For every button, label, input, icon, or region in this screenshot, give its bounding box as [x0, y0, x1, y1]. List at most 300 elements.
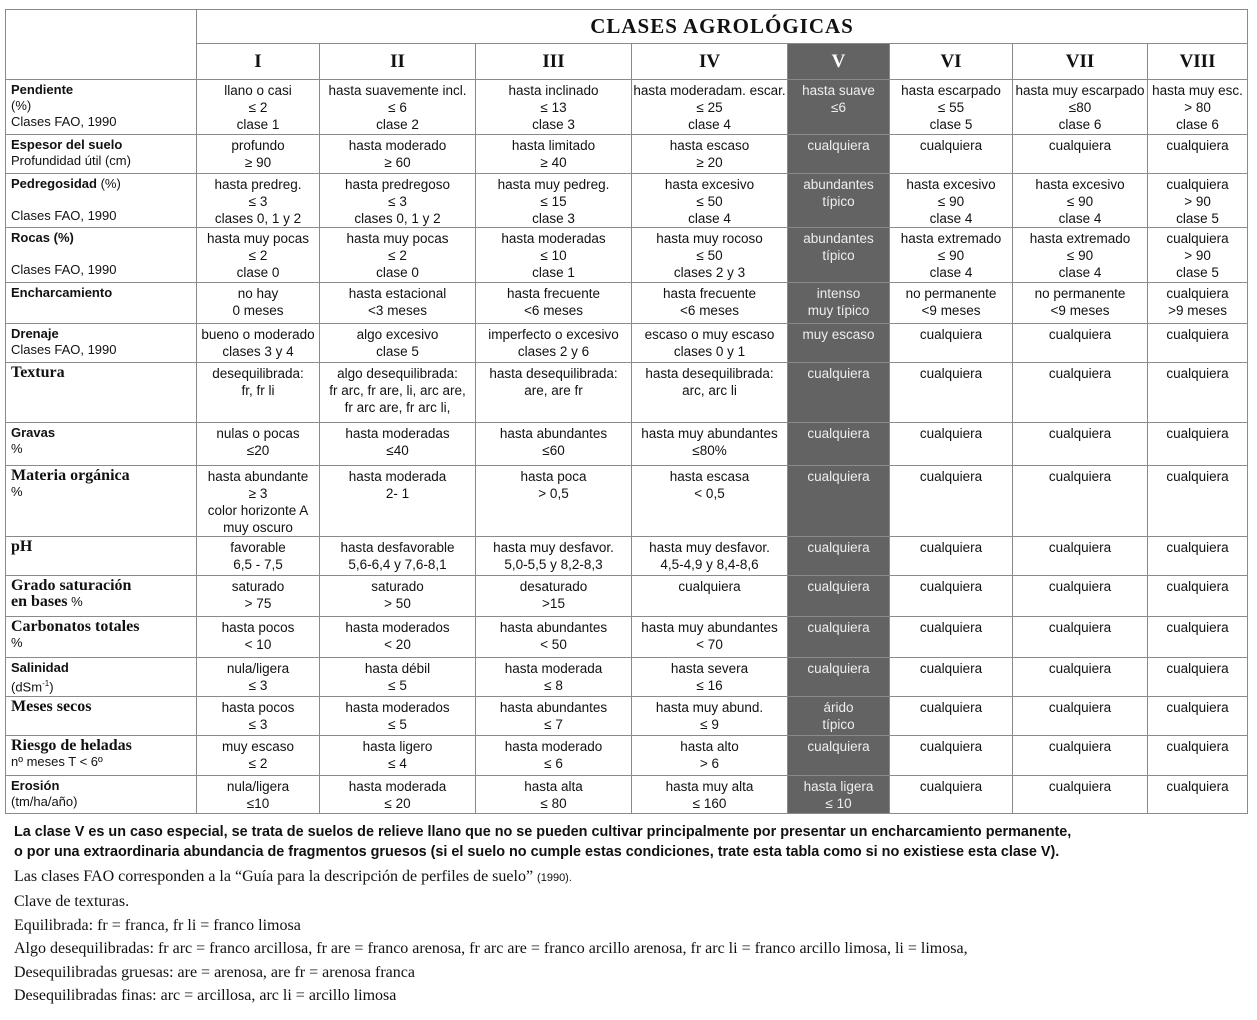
- row-label-name: Salinidad: [11, 660, 69, 675]
- cell-class-3: [476, 80, 632, 135]
- row-label-name: Drenaje: [11, 326, 59, 341]
- cell-line: > 6: [699, 756, 720, 771]
- cell-line: hasta abundante: [207, 469, 309, 484]
- class-header-4: IV: [632, 44, 788, 80]
- cell-class-3: [476, 135, 632, 174]
- cell-class-4: [632, 736, 788, 776]
- cell-line: hasta moderados: [345, 700, 450, 715]
- row-label-name: Riesgo de heladas: [11, 737, 132, 754]
- cell-line: ≤ 2: [388, 248, 407, 263]
- cell-line: hasta muy esc.: [1152, 83, 1243, 98]
- cell-line: cualquiera: [1166, 661, 1229, 676]
- cell-line: ≤ 15: [540, 194, 567, 209]
- cell-class-2: [320, 423, 476, 466]
- cell-line: hasta abundantes: [499, 426, 608, 441]
- row-label: [6, 466, 197, 537]
- cell-line: hasta moderada: [504, 661, 603, 676]
- cell-class-3: [476, 174, 632, 228]
- cell-class-5: [788, 80, 890, 135]
- cell-class-3: [476, 228, 632, 283]
- row-label: [6, 363, 197, 423]
- row-label-name: Carbonatos totales: [11, 618, 140, 635]
- row-label-name: Meses secos: [11, 698, 92, 715]
- cell-line: fr, fr li: [241, 383, 275, 398]
- cell-line: <6 meses: [680, 303, 739, 318]
- cell-class-6: [890, 423, 1013, 466]
- cell-line: típico: [822, 194, 855, 209]
- row-label-name-line-2: en bases: [11, 593, 68, 610]
- cell-line: cualquiera: [1048, 779, 1112, 794]
- cell-class-2: [320, 228, 476, 283]
- cell-class-1: [197, 776, 320, 814]
- cell-line: hasta muy desfavor.: [493, 540, 614, 555]
- cell-line: cualquiera: [1048, 327, 1112, 342]
- cell-class-2: [320, 363, 476, 423]
- cell-line: cualquiera: [919, 779, 983, 794]
- cell-line: cualquiera: [1166, 366, 1229, 381]
- row-label: [6, 617, 197, 658]
- cell-line: cualquiera: [807, 469, 870, 484]
- row-label-sub: (tm/ha/año): [11, 794, 78, 809]
- cell-line: 4,5-4,9 y 8,4-8,6: [660, 557, 759, 572]
- cell-class-5: [788, 776, 890, 814]
- cell-class-3: [476, 324, 632, 363]
- cell-class-4: [632, 174, 788, 228]
- cell-line: clase 4: [929, 265, 973, 280]
- cell-line: hasta muy abund.: [655, 700, 764, 715]
- cell-class-7: [1013, 736, 1148, 776]
- cell-class-3: [476, 466, 632, 537]
- table-row: [6, 537, 1248, 576]
- cell-line: no permanente: [1034, 286, 1126, 301]
- cell-class-2: [320, 776, 476, 814]
- texture-key-balanced: Equilibrada: fr = franca, fr li = franco limosa: [14, 916, 301, 934]
- texture-key-fine: Desequilibradas finas: arc = arcillosa, arc li = arcillo limosa: [14, 987, 397, 1005]
- cell-line: hasta moderada: [348, 469, 447, 484]
- cell-line: clase 4: [688, 117, 731, 132]
- cell-class-4: [632, 135, 788, 174]
- cell-line: hasta moderadas: [501, 231, 606, 246]
- cell-line: clase 5: [376, 344, 419, 359]
- cell-line: cualquiera: [807, 739, 870, 754]
- cell-line: ≤ 2: [248, 756, 268, 771]
- cell-line: saturado: [371, 579, 424, 594]
- row-label-unit: (%): [96, 176, 121, 191]
- cell-class-4: [632, 617, 788, 658]
- cell-line: ≤ 50: [696, 248, 723, 263]
- cell-line: hasta suavemente incl.: [328, 83, 467, 98]
- cell-class-7: [1013, 174, 1148, 228]
- cell-line: hasta suave: [802, 83, 875, 98]
- cell-line: cualquiera: [919, 327, 983, 342]
- cell-line: clase 4: [688, 211, 731, 226]
- cell-class-6: [890, 697, 1013, 736]
- cell-class-1: [197, 576, 320, 617]
- cell-line: cualquiera: [807, 138, 870, 153]
- row-label: [6, 283, 197, 324]
- cell-class-7: [1013, 80, 1148, 135]
- cell-class-6: [890, 537, 1013, 576]
- cell-class-5: [788, 228, 890, 283]
- cell-line: hasta estacional: [348, 286, 447, 301]
- cell-line: cualquiera: [919, 661, 983, 676]
- cell-line: cualquiera: [807, 366, 870, 381]
- cell-class-6: [890, 283, 1013, 324]
- cell-line: hasta moderada: [348, 779, 447, 794]
- cell-class-7: [1013, 363, 1148, 423]
- cell-class-3: [476, 736, 632, 776]
- cell-line: ≤ 4: [388, 756, 407, 771]
- table-row: [6, 736, 1248, 776]
- cell-line: ≤ 90: [1066, 248, 1094, 263]
- cell-line: cualquiera: [1166, 469, 1229, 484]
- row-label-name: Materia orgánica: [11, 467, 130, 484]
- table-row: [6, 423, 1248, 466]
- cell-class-6: [890, 576, 1013, 617]
- cell-class-5: [788, 363, 890, 423]
- cell-class-5: [788, 537, 890, 576]
- cell-line: hasta moderadas: [345, 426, 450, 441]
- cell-class-8: [1148, 658, 1248, 697]
- cell-class-8: [1148, 697, 1248, 736]
- cell-class-8: [1148, 324, 1248, 363]
- cell-class-1: [197, 363, 320, 423]
- cell-line: <9 meses: [921, 303, 981, 318]
- cell-line: hasta muy pocas: [346, 231, 449, 246]
- cell-class-1: [197, 174, 320, 228]
- cell-line: arc, arc li: [682, 383, 737, 398]
- cell-line: ≤ 9: [700, 717, 719, 732]
- cell-class-4: [632, 658, 788, 697]
- cell-line: ≤ 3: [388, 194, 407, 209]
- table-row: [6, 174, 1248, 228]
- cell-line: cualquiera: [919, 469, 983, 484]
- table-title: CLASES AGROLÓGICAS: [197, 10, 1248, 44]
- cell-line: cualquiera: [807, 426, 870, 441]
- notes-section: [14, 822, 1254, 1007]
- cell-line: cualquiera: [1048, 700, 1112, 715]
- cell-class-8: [1148, 576, 1248, 617]
- cell-class-5: [788, 283, 890, 324]
- cell-class-1: [197, 736, 320, 776]
- cell-line: cualquiera: [919, 579, 983, 594]
- cell-line: ≤80%: [692, 443, 727, 458]
- cell-line: > 50: [384, 596, 411, 611]
- cell-class-2: [320, 283, 476, 324]
- cell-class-4: [632, 228, 788, 283]
- cell-line: cualquiera: [1166, 286, 1229, 301]
- cell-line: hasta escasa: [669, 469, 750, 484]
- cell-line: cualquiera: [919, 739, 983, 754]
- row-label-sub: nº meses T < 6º: [11, 754, 103, 769]
- table-row: [6, 363, 1248, 423]
- cell-line: hasta moderado: [348, 138, 447, 153]
- cell-line: desaturado: [519, 579, 588, 594]
- fao-note-year: (1990).: [537, 872, 572, 884]
- row-label-name: Espesor del suelo: [11, 137, 123, 152]
- cell-line: > 90: [1184, 194, 1211, 209]
- fao-note: [14, 865, 1254, 890]
- cell-class-2: [320, 537, 476, 576]
- table-row: [6, 228, 1248, 283]
- row-label: [6, 658, 197, 697]
- cell-class-2: [320, 697, 476, 736]
- row-label-name: Textura: [11, 364, 65, 381]
- cell-line: clase 0: [236, 265, 280, 280]
- cell-line: nula/ligera: [226, 779, 290, 794]
- cell-line: hasta muy escarpado: [1015, 83, 1145, 98]
- cell-line: hasta frecuente: [662, 286, 757, 301]
- cell-line: hasta excesivo: [1035, 177, 1125, 192]
- cell-line: ≤60: [542, 443, 565, 458]
- cell-class-4: [632, 324, 788, 363]
- cell-line: ≤ 2: [248, 100, 268, 115]
- cell-class-2: [320, 135, 476, 174]
- cell-line: > 75: [244, 596, 272, 611]
- class-header-6: VI: [890, 44, 1013, 80]
- row-label-unit: %: [67, 594, 83, 609]
- class-header-1: I: [197, 44, 320, 80]
- cell-line: are, are fr: [524, 383, 583, 398]
- cell-line: ≤ 90: [937, 194, 965, 209]
- cell-line: algo desequilibrada:: [337, 366, 458, 381]
- row-label: [6, 174, 197, 228]
- cell-line: llano o casi: [224, 83, 292, 98]
- row-label-sub: Clases FAO, 1990: [11, 114, 117, 129]
- cell-line: hasta severa: [670, 661, 749, 676]
- cell-line: ≤ 90: [1066, 194, 1094, 209]
- cell-line: cualquiera: [919, 366, 983, 381]
- cell-class-5: [788, 736, 890, 776]
- cell-line: >15: [542, 596, 565, 611]
- row-label-name: Erosión: [11, 778, 60, 793]
- table-row: [6, 324, 1248, 363]
- cell-line: ≤ 20: [384, 796, 411, 811]
- cell-class-8: [1148, 363, 1248, 423]
- cell-line: hasta moderadam. escar.: [633, 83, 786, 98]
- cell-class-6: [890, 324, 1013, 363]
- cell-line: 5,6-6,4 y 7,6-8,1: [348, 557, 447, 572]
- cell-line: hasta débil: [364, 661, 431, 676]
- cell-line: nula/ligera: [226, 661, 290, 676]
- cell-line: cualquiera: [1048, 620, 1112, 635]
- cell-class-7: [1013, 324, 1148, 363]
- cell-class-7: [1013, 617, 1148, 658]
- table-body: [6, 80, 1248, 814]
- row-label: [6, 576, 197, 617]
- row-label-name: Gravas: [11, 425, 56, 440]
- class-header-8: VIII: [1148, 44, 1248, 80]
- cell-line: 2- 1: [385, 486, 410, 501]
- cell-line: hasta muy pedreg.: [497, 177, 610, 192]
- cell-line: hasta ligera: [803, 779, 874, 794]
- cell-line: > 90: [1184, 248, 1211, 263]
- cell-class-2: [320, 658, 476, 697]
- cell-line: cualquiera: [1048, 469, 1112, 484]
- agrological-classes-table-wrapper: [5, 9, 1248, 814]
- cell-line: ≤ 3: [248, 717, 268, 732]
- cell-line: clases 3 y 4: [222, 344, 294, 359]
- cell-class-1: [197, 283, 320, 324]
- cell-line: hasta poca: [520, 469, 587, 484]
- fao-note-text: Las clases FAO corresponden a la “Guía para la descripción de perfiles de suelo”: [14, 868, 534, 885]
- class-header-2: II: [320, 44, 476, 80]
- cell-line: ≥ 40: [540, 155, 567, 170]
- cell-line: cualquiera: [919, 700, 983, 715]
- cell-class-6: [890, 736, 1013, 776]
- cell-class-4: [632, 537, 788, 576]
- cell-line: ≤80: [1068, 100, 1092, 115]
- cell-class-6: [890, 617, 1013, 658]
- cell-line: hasta abundantes: [499, 700, 608, 715]
- cell-line: < 70: [696, 637, 723, 652]
- cell-class-3: [476, 576, 632, 617]
- table-row: [6, 135, 1248, 174]
- row-label: [6, 228, 197, 283]
- cell-line: ≤ 8: [544, 678, 563, 693]
- row-label: [6, 80, 197, 135]
- cell-line: ≥ 3: [248, 486, 268, 501]
- cell-class-7: [1013, 537, 1148, 576]
- cell-line: hasta muy rocoso: [656, 231, 763, 246]
- cell-line: hasta muy alta: [665, 779, 754, 794]
- cell-line: hasta pocos: [221, 620, 295, 635]
- cell-line: cualquiera: [1048, 426, 1112, 441]
- cell-class-7: [1013, 776, 1148, 814]
- cell-line: hasta muy pocas: [206, 231, 310, 246]
- cell-line: ≤ 55: [937, 100, 965, 115]
- cell-line: escaso o muy escaso: [644, 327, 775, 342]
- row-label-name: Pedregosidad: [11, 176, 97, 191]
- cell-line: color horizonte A: [207, 503, 309, 518]
- cell-line: abundantes: [803, 231, 874, 246]
- cell-class-8: [1148, 228, 1248, 283]
- row-label-sub: (dSm$^{-1}$): [11, 679, 54, 695]
- cell-class-6: [890, 80, 1013, 135]
- cell-line: ≤ 80: [540, 796, 567, 811]
- table-row: [6, 576, 1248, 617]
- row-label: [6, 776, 197, 814]
- cell-line: no hay: [237, 286, 279, 301]
- row-label: [6, 423, 197, 466]
- cell-line: <6 meses: [524, 303, 583, 318]
- cell-line: ≥ 60: [384, 155, 411, 170]
- table-row: [6, 776, 1248, 814]
- cell-line: ≤ 13: [540, 100, 567, 115]
- cell-line: clase 2: [376, 117, 419, 132]
- cell-line: hasta extremado: [1029, 231, 1131, 246]
- class-v-note-line-1: La clase V es un caso especial, se trata de suelos de relieve llano que no se pueden cultivar principalmente por presentar un encharcamiento permanente,: [14, 824, 1072, 840]
- cell-class-8: [1148, 776, 1248, 814]
- cell-line: clase 4: [1058, 211, 1102, 226]
- cell-line: hasta muy abundantes: [641, 620, 778, 635]
- cell-class-2: [320, 617, 476, 658]
- cell-class-6: [890, 228, 1013, 283]
- cell-line: cualquiera: [1166, 327, 1229, 342]
- cell-line: cualquiera: [1048, 739, 1112, 754]
- cell-line: cualquiera: [678, 579, 741, 594]
- cell-class-8: [1148, 174, 1248, 228]
- cell-line: cualquiera: [1048, 579, 1112, 594]
- cell-line: cualquiera: [1166, 426, 1229, 441]
- cell-line: clases 0, 1 y 2: [214, 211, 302, 226]
- cell-line: hasta desequilibrada:: [645, 366, 774, 381]
- cell-class-1: [197, 228, 320, 283]
- cell-line: cualquiera: [807, 620, 870, 635]
- row-label-name: pH: [11, 538, 33, 555]
- row-label-sub: (%): [11, 98, 32, 113]
- cell-line: hasta inclinado: [508, 83, 599, 98]
- cell-line: cualquiera: [1166, 231, 1229, 246]
- row-label-sub: %: [11, 484, 23, 499]
- texture-key-title: Clave de texturas.: [14, 893, 130, 911]
- row-label: [6, 736, 197, 776]
- cell-class-7: [1013, 283, 1148, 324]
- cell-class-2: [320, 466, 476, 537]
- cell-line: imperfecto o excesivo: [488, 327, 619, 342]
- cell-line: intenso: [816, 286, 861, 301]
- cell-line: muy oscuro: [223, 520, 293, 535]
- cell-line: cualquiera: [1048, 540, 1112, 555]
- cell-class-5: [788, 423, 890, 466]
- cell-line: típico: [822, 248, 855, 263]
- cell-line: muy escaso: [221, 739, 295, 754]
- cell-line: > 80: [1184, 100, 1211, 115]
- row-label: [6, 697, 197, 736]
- cell-class-1: [197, 697, 320, 736]
- cell-class-5: [788, 658, 890, 697]
- cell-line: clases 2 y 6: [517, 344, 590, 359]
- cell-class-6: [890, 466, 1013, 537]
- cell-line: favorable: [230, 540, 286, 555]
- cell-line: fr arc, fr are, li, arc are,: [329, 383, 466, 398]
- cell-line: 6,5 - 7,5: [233, 557, 283, 572]
- cell-class-3: [476, 617, 632, 658]
- row-label: [6, 324, 197, 363]
- cell-line: ≤ 6: [388, 100, 407, 115]
- cell-line: ≤10: [246, 796, 270, 811]
- cell-class-7: [1013, 658, 1148, 697]
- cell-line: < 50: [540, 637, 567, 652]
- row-label: [6, 135, 197, 174]
- cell-class-7: [1013, 466, 1148, 537]
- texture-key-coarse: Desequilibradas gruesas: are = arenosa, are fr = arenosa franca: [14, 963, 415, 981]
- cell-class-5: [788, 466, 890, 537]
- cell-line: hasta pocos: [221, 700, 295, 715]
- cell-line: ≤ 50: [696, 194, 723, 209]
- class-v-note-line-2: o por una extraordinaria abundancia de fragmentos gruesos (si el suelo no cumple estas condiciones, trate esta tabla como si no existiese esta clase V).: [14, 844, 1060, 860]
- cell-line: fr arc are, fr arc li,: [344, 400, 451, 415]
- table-row: [6, 617, 1248, 658]
- cell-class-2: [320, 324, 476, 363]
- cell-class-8: [1148, 537, 1248, 576]
- cell-line: hasta muy desfavor.: [649, 540, 770, 555]
- cell-line: cualquiera: [807, 661, 870, 676]
- cell-class-2: [320, 174, 476, 228]
- cell-line: muy típico: [807, 303, 870, 318]
- cell-line: cualquiera: [807, 540, 870, 555]
- cell-line: cualquiera: [1166, 540, 1229, 555]
- cell-line: cualquiera: [1048, 366, 1112, 381]
- cell-line: hasta moderados: [345, 620, 450, 635]
- row-label-name: Grado saturación: [11, 577, 132, 594]
- cell-line: ≤20: [246, 443, 270, 458]
- table-row: [6, 466, 1248, 537]
- cell-class-8: [1148, 283, 1248, 324]
- cell-class-4: [632, 283, 788, 324]
- cell-line: hasta excesivo: [664, 177, 755, 192]
- cell-line: ≤ 10: [825, 796, 852, 811]
